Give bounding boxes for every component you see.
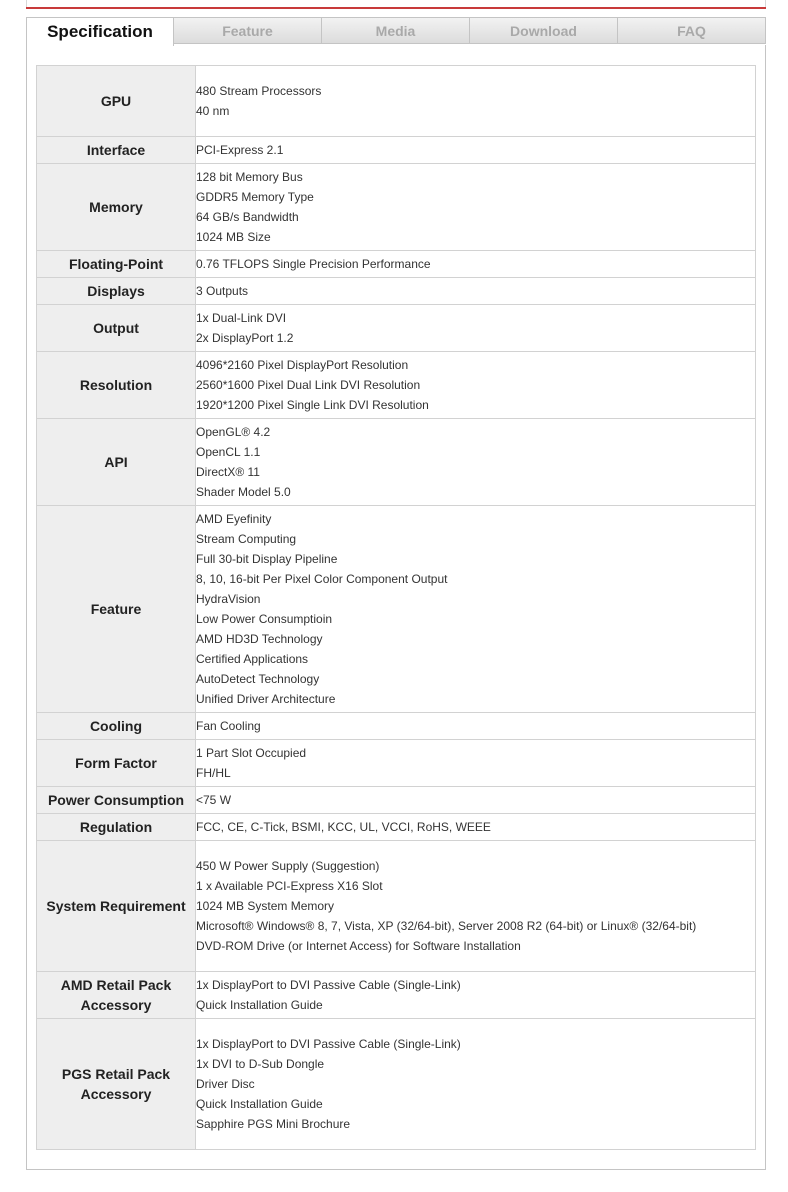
spec-label: Output — [37, 305, 196, 352]
spec-value-cell — [196, 137, 756, 164]
spec-value-line: Quick Installation Guide — [196, 998, 323, 1012]
spec-value-cell — [196, 1019, 756, 1150]
spec-value-cell — [196, 814, 756, 841]
tab-faq[interactable]: FAQ — [618, 17, 766, 44]
spec-value-line: Stream Computing — [196, 532, 297, 546]
spec-value-line: 64 GB/s Bandwidth — [196, 210, 299, 224]
spec-value-line: Quick Installation Guide — [196, 1097, 323, 1111]
tab-specification[interactable]: Specification — [26, 17, 174, 46]
spec-value-cell — [196, 305, 756, 352]
accent-divider — [26, 7, 766, 9]
spec-row — [37, 305, 756, 352]
spec-value-line: 0.76 TFLOPS Single Precision Performance — [196, 257, 431, 271]
spec-value-line: 1 x Available PCI-Express X16 Slot — [196, 879, 383, 893]
spec-row — [37, 787, 756, 814]
spec-row — [37, 713, 756, 740]
spec-row — [37, 66, 756, 137]
tab-media[interactable]: Media — [322, 17, 470, 44]
spec-value-line: 40 nm — [196, 104, 230, 118]
spec-table-body — [37, 66, 756, 1150]
spec-row — [37, 278, 756, 305]
spec-value-cell — [196, 251, 756, 278]
spec-value-cell — [196, 713, 756, 740]
spec-value-line: Microsoft® Windows® 8, 7, Vista, XP (32/64-bit), Server 2008 R2 (64-bit) or Linux® (32/64-bit) — [196, 919, 697, 933]
spec-row — [37, 251, 756, 278]
spec-label: Floating-Point — [37, 251, 196, 278]
spec-row — [37, 506, 756, 713]
spec-value-line: Sapphire PGS Mini Brochure — [196, 1117, 351, 1131]
spec-value-line: 8, 10, 16-bit Per Pixel Color Component Output — [196, 572, 448, 586]
spec-value-line: 3 Outputs — [196, 284, 249, 298]
spec-value-line: 1024 MB Size — [196, 230, 271, 244]
spec-label: AMD Retail Pack Accessory — [37, 972, 196, 1019]
spec-value-cell — [196, 506, 756, 713]
spec-value-line: 2x DisplayPort 1.2 — [196, 331, 294, 345]
spec-label: Regulation — [37, 814, 196, 841]
spec-row — [37, 164, 756, 251]
spec-value-line: 1x Dual-Link DVI — [196, 311, 287, 325]
spec-value-line: 1x DisplayPort to DVI Passive Cable (Single-Link) — [196, 1037, 461, 1051]
spec-row — [37, 972, 756, 1019]
spec-value-line: DVD-ROM Drive (or Internet Access) for Software Installation — [196, 939, 521, 953]
spec-value-line: 2560*1600 Pixel Dual Link DVI Resolution — [196, 378, 421, 392]
spec-value-line: AutoDetect Technology — [196, 672, 320, 686]
spec-value-line: 1x DisplayPort to DVI Passive Cable (Single-Link) — [196, 978, 461, 992]
spec-label: Power Consumption — [37, 787, 196, 814]
spec-value-line: 1920*1200 Pixel Single Link DVI Resolution — [196, 398, 429, 412]
spec-value-line: PCI-Express 2.1 — [196, 143, 284, 157]
spec-value-line: 128 bit Memory Bus — [196, 170, 303, 184]
spec-value-line: 450 W Power Supply (Suggestion) — [196, 859, 380, 873]
spec-value-line: 1 Part Slot Occupied — [196, 746, 307, 760]
spec-value-line: 4096*2160 Pixel DisplayPort Resolution — [196, 358, 409, 372]
spec-label: Displays — [37, 278, 196, 305]
spec-value-line: DirectX® 11 — [196, 465, 260, 479]
spec-value-line: Low Power Consumptioin — [196, 612, 333, 626]
spec-value-line: OpenCL 1.1 — [196, 445, 261, 459]
tab-download[interactable]: Download — [470, 17, 618, 44]
spec-row — [37, 740, 756, 787]
spec-value-line: GDDR5 Memory Type — [196, 190, 314, 204]
spec-label: Interface — [37, 137, 196, 164]
spec-row — [37, 841, 756, 972]
spec-label: Memory — [37, 164, 196, 251]
spec-row — [37, 814, 756, 841]
spec-row — [37, 137, 756, 164]
spec-value-line: HydraVision — [196, 592, 261, 606]
spec-row — [37, 352, 756, 419]
spec-label: System Requirement — [37, 841, 196, 972]
spec-label: Feature — [37, 506, 196, 713]
spec-value-line: 1024 MB System Memory — [196, 899, 335, 913]
spec-value-line: OpenGL® 4.2 — [196, 425, 271, 439]
spec-value-line: Certified Applications — [196, 652, 309, 666]
spec-value-line: Fan Cooling — [196, 719, 261, 733]
spec-value-line: <75 W — [196, 793, 232, 807]
spec-value-cell — [196, 972, 756, 1019]
spec-label: PGS Retail Pack Accessory — [37, 1019, 196, 1150]
tab-feature[interactable]: Feature — [174, 17, 322, 44]
spec-value-line: 1x DVI to D-Sub Dongle — [196, 1057, 325, 1071]
spec-value-line: AMD Eyefinity — [196, 512, 272, 526]
spec-value-line: Unified Driver Architecture — [196, 692, 336, 706]
spec-value-line: FCC, CE, C-Tick, BSMI, KCC, UL, VCCI, RoHS, WEEE — [196, 820, 491, 834]
spec-value-line: FH/HL — [196, 766, 231, 780]
spec-value-line: 480 Stream Processors — [196, 84, 322, 98]
spec-label: Resolution — [37, 352, 196, 419]
spec-value-cell — [196, 352, 756, 419]
spec-label: GPU — [37, 66, 196, 137]
spec-label: Cooling — [37, 713, 196, 740]
spec-value-line: Full 30-bit Display Pipeline — [196, 552, 338, 566]
spec-value-cell — [196, 278, 756, 305]
spec-value-cell — [196, 164, 756, 251]
spec-label: API — [37, 419, 196, 506]
spec-value-cell — [196, 841, 756, 972]
spec-label: Form Factor — [37, 740, 196, 787]
spec-value-line: Driver Disc — [196, 1077, 255, 1091]
specification-table — [36, 65, 756, 1150]
spec-row — [37, 419, 756, 506]
spec-value-cell — [196, 66, 756, 137]
tab-bar — [26, 17, 766, 46]
spec-value-line: AMD HD3D Technology — [196, 632, 323, 646]
spec-value-cell — [196, 740, 756, 787]
spec-value-cell — [196, 419, 756, 506]
spec-row — [37, 1019, 756, 1150]
spec-value-line: Shader Model 5.0 — [196, 485, 291, 499]
spec-value-cell — [196, 787, 756, 814]
